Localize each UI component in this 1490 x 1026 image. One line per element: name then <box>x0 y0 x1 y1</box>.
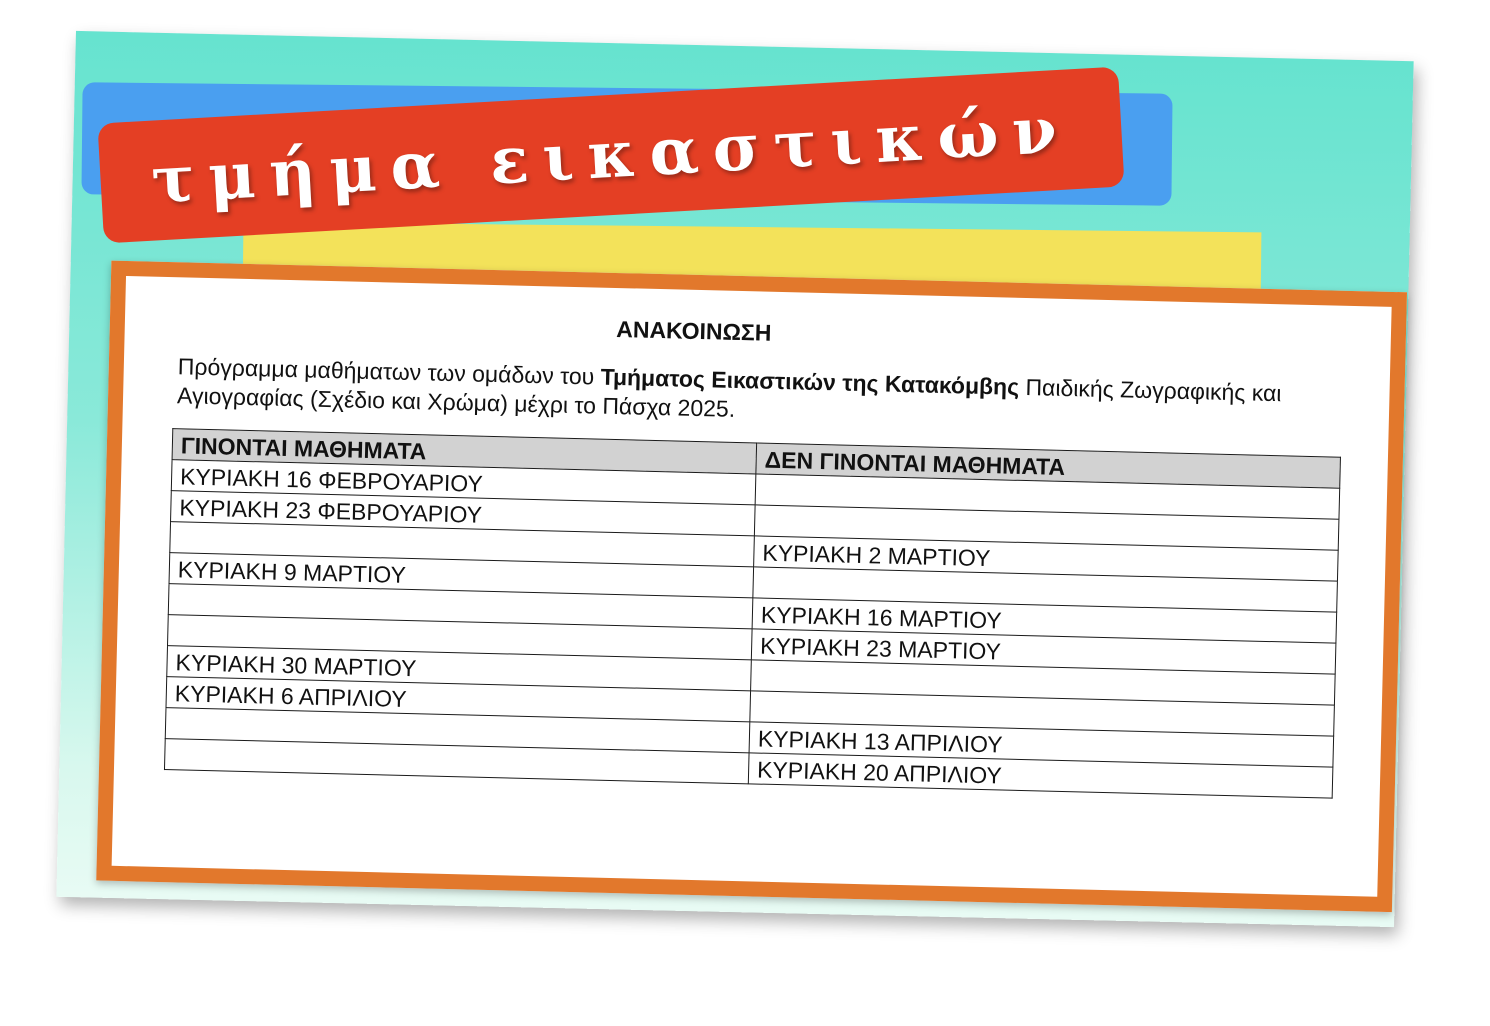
intro-text-end: Παιδικής Ζωγραφικής και Αγιογραφίας (Σχέδιο και Χρώμα) μέχρι το Πάσχα 2025. <box>176 373 1282 422</box>
cancelled-date: ΚΥΡΙΑΚΗ 2 ΜΑΡΤΙΟΥ <box>754 536 1339 581</box>
intro-text-start: Πρόγραμμα μαθήματων των ομάδων του <box>177 353 601 390</box>
held-date: ΚΥΡΙΑΚΗ 23 ΦΕΒΡΟΥΑΡΙΟΥ <box>171 491 756 536</box>
header-no-lessons: ΔΕΝ ΓΙΝΟΝΤΑΙ ΜΑΘΗΜΑΤΑ <box>756 443 1341 488</box>
banner-title: τμήμα εικαστικών <box>149 91 1073 219</box>
held-date: ΚΥΡΙΑΚΗ 9 ΜΑΡΤΙΟΥ <box>169 553 754 598</box>
cancelled-date: ΚΥΡΙΑΚΗ 16 ΜΑΡΤΙΟΥ <box>752 598 1337 643</box>
document-heading: ΑΝΑΚΟΙΝΩΣΗ <box>615 315 772 346</box>
cancelled-date: ΚΥΡΙΑΚΗ 20 ΑΠΡΙΛΙΟΥ <box>748 753 1333 798</box>
document-body <box>158 305 1339 798</box>
schedule-table <box>164 428 1341 798</box>
header-lessons-held: ΓΙΝΟΝΤΑΙ ΜΑΘΗΜΑΤΑ <box>172 429 757 474</box>
held-date: ΚΥΡΙΑΚΗ 30 ΜΑΡΤΙΟΥ <box>167 646 752 691</box>
cancelled-date: ΚΥΡΙΑΚΗ 23 ΜΑΡΤΙΟΥ <box>751 629 1336 674</box>
document-frame <box>96 261 1407 912</box>
held-date: ΚΥΡΙΑΚΗ 16 ΦΕΒΡΟΥΑΡΙΟΥ <box>171 460 756 505</box>
intro-text-bold: Τμήματος Εικαστικών της Κατακόμβης <box>600 363 1020 400</box>
held-date: ΚΥΡΙΑΚΗ 6 ΑΠΡΙΛΙΟΥ <box>166 677 751 722</box>
cancelled-date: ΚΥΡΙΑΚΗ 13 ΑΠΡΙΛΙΟΥ <box>749 722 1334 767</box>
document-intro <box>177 352 1338 438</box>
